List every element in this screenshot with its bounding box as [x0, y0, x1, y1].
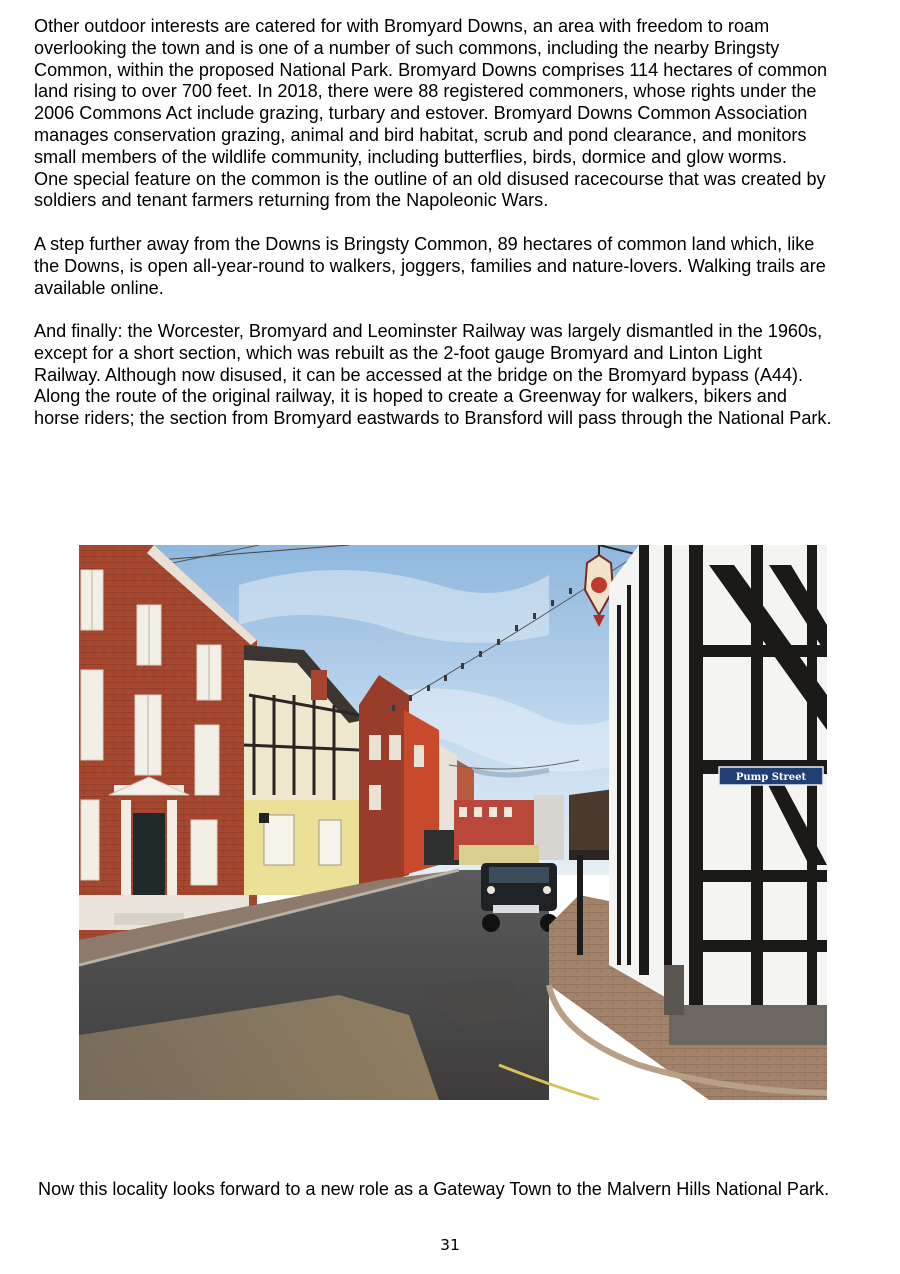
text-line: horse riders; the section from Bromyard eastwards to Bransford will pass through the National Park. — [34, 408, 832, 429]
text-line: Other outdoor interests are catered for with Bromyard Downs, an area with freedom to roam — [34, 16, 770, 36]
text-line: small members of the wildlife community, including butterflies, birds, dormice and glow worms. — [34, 146, 787, 167]
text-line: soldiers and tenant farmers returning from the Napoleonic Wars. — [34, 190, 549, 211]
text-line: manages conservation grazing, animal and bird habitat, scrub and pond clearance, and monitors — [34, 124, 807, 145]
paragraph-bringsty-common — [34, 234, 876, 299]
text-line: the Downs, is open all-year-round to walkers, joggers, families and nature-lovers. Walking trails are — [34, 255, 826, 276]
text-line: Along the route of the original railway, it is hoped to create a Greenway for walkers, bikers and — [34, 386, 787, 407]
paragraph-railway — [34, 321, 876, 430]
text-line: except for a short section, which was rebuilt as the 2-foot gauge Bromyard and Linton Light — [34, 342, 763, 363]
closing-line: Now this locality looks forward to a new role as a Gateway Town to the Malvern Hills National Park. — [38, 1179, 830, 1199]
text-line: And finally: the Worcester, Bromyard and Leominster Railway was largely dismantled in the 1960s, — [34, 321, 823, 341]
street-sign-label: Pump Street — [735, 772, 807, 783]
text-line: land rising to over 700 feet. In 2018, there were 88 registered commoners, whose rights under the — [34, 81, 817, 102]
text-line: Common, within the proposed National Park. Bromyard Downs comprises 114 hectares of common — [34, 59, 828, 80]
paragraph-bromyard-downs — [34, 16, 876, 212]
text-line: A step further away from the Downs is Bringsty Common, 89 hectares of common land which, like — [34, 234, 815, 254]
text-line: Railway. Although now disused, it can be accessed at the bridge on the Bromyard bypass (A44). — [34, 364, 804, 385]
page-number: 31 — [440, 1236, 460, 1254]
text-line: overlooking the town and is one of a number of such commons, including the nearby Bringsty — [34, 37, 780, 58]
street-photo — [79, 545, 827, 1100]
text-line: 2006 Commons Act include grazing, turbary and estover. Bromyard Downs Common Association — [34, 103, 808, 124]
text-line: available online. — [34, 277, 164, 298]
text-line: One special feature on the common is the outline of an old disused racecourse that was created by — [34, 168, 826, 189]
